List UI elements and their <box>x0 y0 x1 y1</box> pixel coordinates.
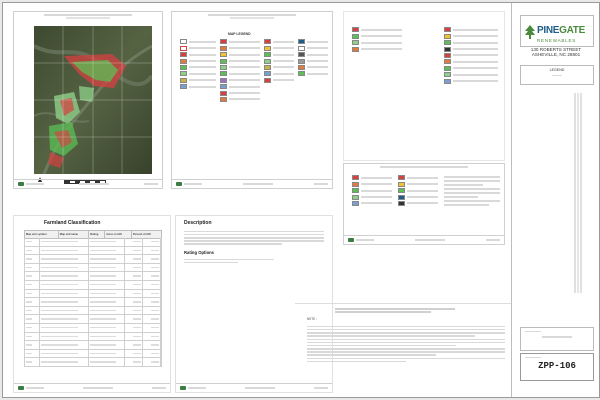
legend-column-3 <box>264 38 294 84</box>
table-cell <box>143 255 161 263</box>
table-cell <box>89 315 125 323</box>
legend-rows-d <box>398 174 438 207</box>
table-row <box>24 281 162 290</box>
table-row <box>24 255 162 264</box>
notes-title <box>335 308 455 313</box>
table-cell <box>89 255 125 263</box>
table-cell <box>89 341 125 349</box>
table-cell <box>143 324 161 332</box>
table-cell <box>143 281 161 289</box>
brand-tagline: RENEWABLES <box>537 38 577 43</box>
table-cell <box>125 315 143 323</box>
table-cell <box>25 341 40 349</box>
table-row <box>24 341 162 350</box>
map-legend-panel <box>171 11 333 189</box>
table-cell <box>40 350 89 358</box>
table-cell <box>25 264 40 272</box>
table-cell <box>125 238 143 246</box>
table-row <box>24 264 162 273</box>
revision-box <box>520 327 594 351</box>
table-cell <box>25 238 40 246</box>
legend-column-4 <box>298 38 328 78</box>
farmland-table-panel <box>13 215 171 393</box>
usda-logo <box>18 182 44 186</box>
legend-continued-footer <box>344 235 504 244</box>
table-cell <box>40 324 89 332</box>
legend-column-2 <box>220 38 260 103</box>
legend-column-1 <box>180 38 216 91</box>
table-cell <box>125 298 143 306</box>
table-cell <box>40 255 89 263</box>
table-row <box>24 358 162 367</box>
table-cell <box>40 307 89 315</box>
notes-body <box>307 324 505 364</box>
table-cell <box>40 247 89 255</box>
legend-box <box>520 65 594 85</box>
table-cell <box>143 333 161 341</box>
legend-panel-footer <box>172 179 332 188</box>
table-cell <box>125 272 143 280</box>
table-cell <box>89 247 125 255</box>
brand-name-secondary: GATE <box>559 25 585 36</box>
table-cell <box>25 358 40 366</box>
col-header-acres: Acres in AOI <box>105 231 132 239</box>
table-cell <box>40 341 89 349</box>
table-cell <box>143 238 161 246</box>
col-header-symbol: Map unit symbol <box>25 231 59 239</box>
address-line-2: ASHEVILLE, NC 28801 <box>531 52 581 57</box>
legend-rows-b <box>444 26 498 85</box>
table-cell <box>25 307 40 315</box>
table-cell <box>25 247 40 255</box>
table-cell <box>40 315 89 323</box>
table-cell <box>143 341 161 349</box>
table-cell <box>143 350 161 358</box>
table-cell <box>89 333 125 341</box>
table-cell <box>125 264 143 272</box>
table-cell <box>125 358 143 366</box>
table-cell <box>143 298 161 306</box>
map-panel-title <box>14 14 162 19</box>
col-header-name: Map unit name <box>58 231 88 239</box>
notes-heading: NOTE: <box>307 318 318 322</box>
table-cell <box>143 315 161 323</box>
table-cell <box>89 281 125 289</box>
table-cell <box>40 298 89 306</box>
table-cell <box>89 238 125 246</box>
notes-block <box>295 303 513 394</box>
rating-options-heading: Rating Options <box>184 250 215 255</box>
table-cell <box>89 272 125 280</box>
table-cell <box>143 264 161 272</box>
pine-tree-icon <box>525 25 535 39</box>
legend-continued-panel-top <box>343 11 505 161</box>
table-cell <box>40 272 89 280</box>
table-cell <box>89 298 125 306</box>
legend-rows-a <box>352 26 402 53</box>
title-block <box>511 3 600 397</box>
legend-notes-text <box>444 174 500 208</box>
rating-options-body <box>184 257 274 265</box>
table-cell <box>143 358 161 366</box>
map-panel-footer <box>14 179 162 188</box>
soil-map-panel <box>13 11 163 189</box>
table-cell <box>40 238 89 246</box>
table-row <box>24 307 162 316</box>
table-cell <box>125 247 143 255</box>
company-logo <box>520 15 594 47</box>
table-cell <box>143 290 161 298</box>
table-cell <box>89 350 125 358</box>
table-cell <box>25 333 40 341</box>
farmland-table-body <box>24 238 162 367</box>
table-cell <box>143 247 161 255</box>
vertical-disclaimer <box>574 93 584 293</box>
table-row <box>24 298 162 307</box>
table-cell <box>40 333 89 341</box>
table-cell <box>125 350 143 358</box>
drawing-sheet <box>2 2 600 398</box>
table-cell <box>125 255 143 263</box>
table-row <box>24 238 162 247</box>
table-cell <box>40 290 89 298</box>
address-line-1: 130 ROBERTS STREET <box>530 47 582 52</box>
table-cell <box>89 290 125 298</box>
legend-continued-panel <box>343 163 505 245</box>
table-panel-footer <box>14 383 170 392</box>
map-legend-heading: MAP LEGEND <box>228 32 251 36</box>
table-row <box>24 247 162 256</box>
table-cell <box>125 281 143 289</box>
table-cell <box>25 350 40 358</box>
table-row <box>24 333 162 342</box>
table-cell <box>40 358 89 366</box>
aerial-soil-map[interactable] <box>34 26 152 174</box>
sheet-number: ZPP-106 <box>538 361 576 372</box>
table-cell <box>40 264 89 272</box>
table-cell <box>125 324 143 332</box>
table-row <box>24 272 162 281</box>
table-cell <box>25 324 40 332</box>
table-row <box>24 315 162 324</box>
table-row <box>24 350 162 359</box>
table-cell <box>25 255 40 263</box>
table-cell <box>125 307 143 315</box>
table-row <box>24 324 162 333</box>
col-header-rating: Rating <box>89 231 105 239</box>
legend-rows-c <box>352 174 392 207</box>
sheet-number-box <box>520 353 594 381</box>
table-cell <box>25 281 40 289</box>
brand-name-primary: PINE <box>537 25 560 36</box>
table-cell <box>89 324 125 332</box>
legend-label: LEGEND <box>549 68 565 72</box>
table-cell <box>25 315 40 323</box>
farmland-table-title: Farmland Classification <box>44 220 101 226</box>
table-cell <box>143 272 161 280</box>
table-cell <box>125 341 143 349</box>
table-row <box>24 290 162 299</box>
table-cell <box>25 290 40 298</box>
table-cell <box>89 358 125 366</box>
description-body <box>184 229 324 247</box>
table-cell <box>125 333 143 341</box>
table-cell <box>89 307 125 315</box>
table-cell <box>89 264 125 272</box>
table-cell <box>143 307 161 315</box>
table-cell <box>25 272 40 280</box>
table-cell <box>40 281 89 289</box>
col-header-percent: Percent of AOI <box>131 231 161 239</box>
table-cell <box>125 290 143 298</box>
description-heading: Description <box>184 220 212 226</box>
table-cell <box>25 298 40 306</box>
company-address <box>520 47 592 57</box>
